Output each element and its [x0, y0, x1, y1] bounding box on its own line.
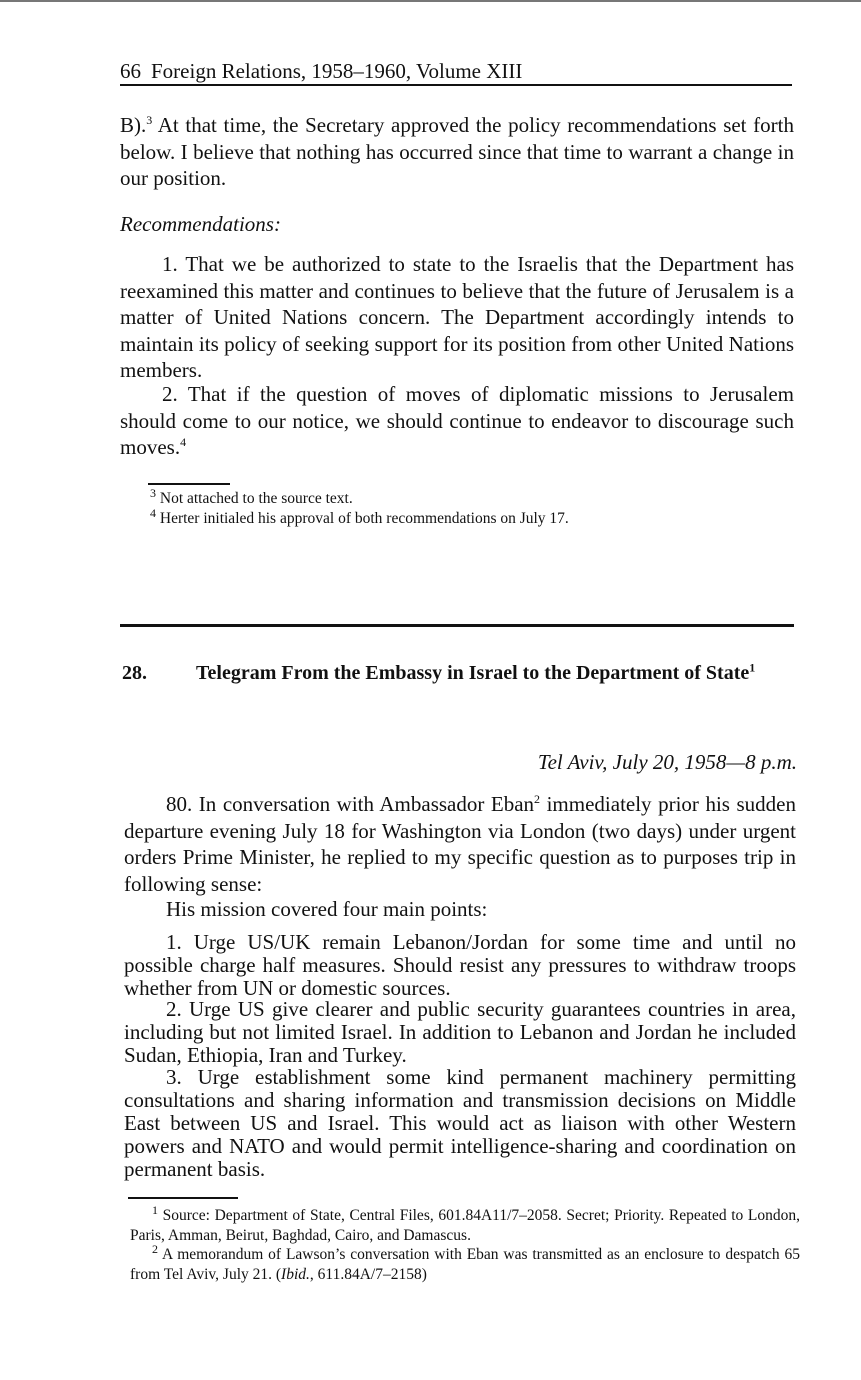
footnote-2-text: A memorandum of Lawson’s conversation with Eban was transmitted as an enclosure to despatch 65 from Tel Aviv, July 21. ( [130, 1246, 800, 1283]
document-title [196, 660, 794, 687]
footnote-2-ibid: Ibid. [281, 1265, 310, 1283]
telegram-point-3: 3. Urge establishment some kind permanent machinery permitting consultations and sharing information and transmission decisions on Middle East between US and Israel. This would act as liaison with other Western powers and NATO and would permit intelligence-sharing and coordination on permanent basis. [124, 1065, 796, 1181]
document-title-text: Telegram From the Embassy in Israel to the Department of State [196, 662, 750, 684]
footnote-ref-2: 2 [534, 792, 541, 806]
dateline: Tel Aviv, July 20, 1958—8 p.m. [537, 750, 797, 774]
continuation-text: At that time, the Secretary approved the policy recommendations set forth below. I believe that nothing has occurred since that time to warrant a change in our position. [120, 113, 794, 190]
document-separator [120, 624, 794, 627]
footnote-4 [150, 505, 750, 529]
continuation-paragraph [120, 112, 794, 192]
footnote-1-num: 1 [152, 1202, 158, 1217]
telegram-paragraph-1-rest: immediately prior his sudden departure evening July 18 for Washington via London (two days) under urgent orders Prime Minister, he replied to my specific question as to purposes trip in following sense: [124, 792, 796, 896]
footnote-ref-1: 1 [749, 660, 756, 675]
footnote-2-num: 2 [152, 1241, 158, 1256]
recommendation-2-text: 2. That if the question of moves of diplomatic missions to Jerusalem should come to our notice, we should continue to endeavor to discourage such moves. [120, 382, 794, 459]
recommendation-2 [120, 381, 794, 461]
footnote-3 [150, 485, 750, 509]
footnote-3-text: Not attached to the source text. [159, 490, 353, 507]
footnote-3-num: 3 [150, 485, 156, 500]
volume-title: Foreign Relations, 1958–1960, Volume XIII [151, 59, 523, 83]
running-header [120, 58, 792, 86]
footnote-rule-2 [128, 1197, 238, 1199]
footnote-ref-3: 3 [146, 113, 153, 127]
footnote-2 [130, 1241, 800, 1284]
recommendation-1: 1. That we be authorized to state to the Israelis that the Department has reexamined this matter and continues to believe that the future of Jerusalem is a matter of United Nations concern. The Department accordingly intends to maintain its policy of seeking support for its position from other United Nations members. [120, 252, 794, 382]
footnote-ref-4: 4 [180, 435, 187, 449]
telegram-paragraph-1-start: 80. In conversation with Ambassador Eban [166, 792, 535, 816]
recommendations-heading: Recommendations: [120, 212, 281, 236]
continuation-start: B). [120, 113, 147, 137]
scan-top-edge [0, 0, 861, 2]
telegram-paragraph-2: His mission covered four main points: [166, 897, 488, 921]
footnote-1 [130, 1202, 801, 1245]
telegram-point-2: 2. Urge US give clearer and public security guarantees countries in area, including but not limited Israel. In addition to Lebanon and Jordan he included Sudan, Ethiopia, Iran and Turkey. [124, 997, 796, 1067]
document-number: 28. [122, 662, 147, 684]
footnote-2-text-end: , 611.84A/7–2158) [309, 1265, 427, 1283]
footnote-4-num: 4 [150, 505, 156, 520]
footnotes-prev [150, 485, 750, 528]
footnote-1-text: Source: Department of State, Central Files, 601.84A11/7–2058. Secret; Priority. Repeated to London, Paris, Amman, Beirut, Baghdad, Cairo, and Damascus. [130, 1207, 801, 1244]
telegram-paragraph-1 [124, 791, 796, 897]
telegram-point-1: 1. Urge US/UK remain Lebanon/Jordan for some time and until no possible charge half measures. Should resist any pressures to withdraw troops whether from UN or domestic sources. [124, 930, 796, 1000]
footnote-4-text: Herter initialed his approval of both recommendations on July 17. [159, 509, 569, 527]
footnotes-telegram [130, 1202, 801, 1284]
page-number: 66 [120, 59, 141, 83]
footnote-rule [148, 483, 230, 485]
